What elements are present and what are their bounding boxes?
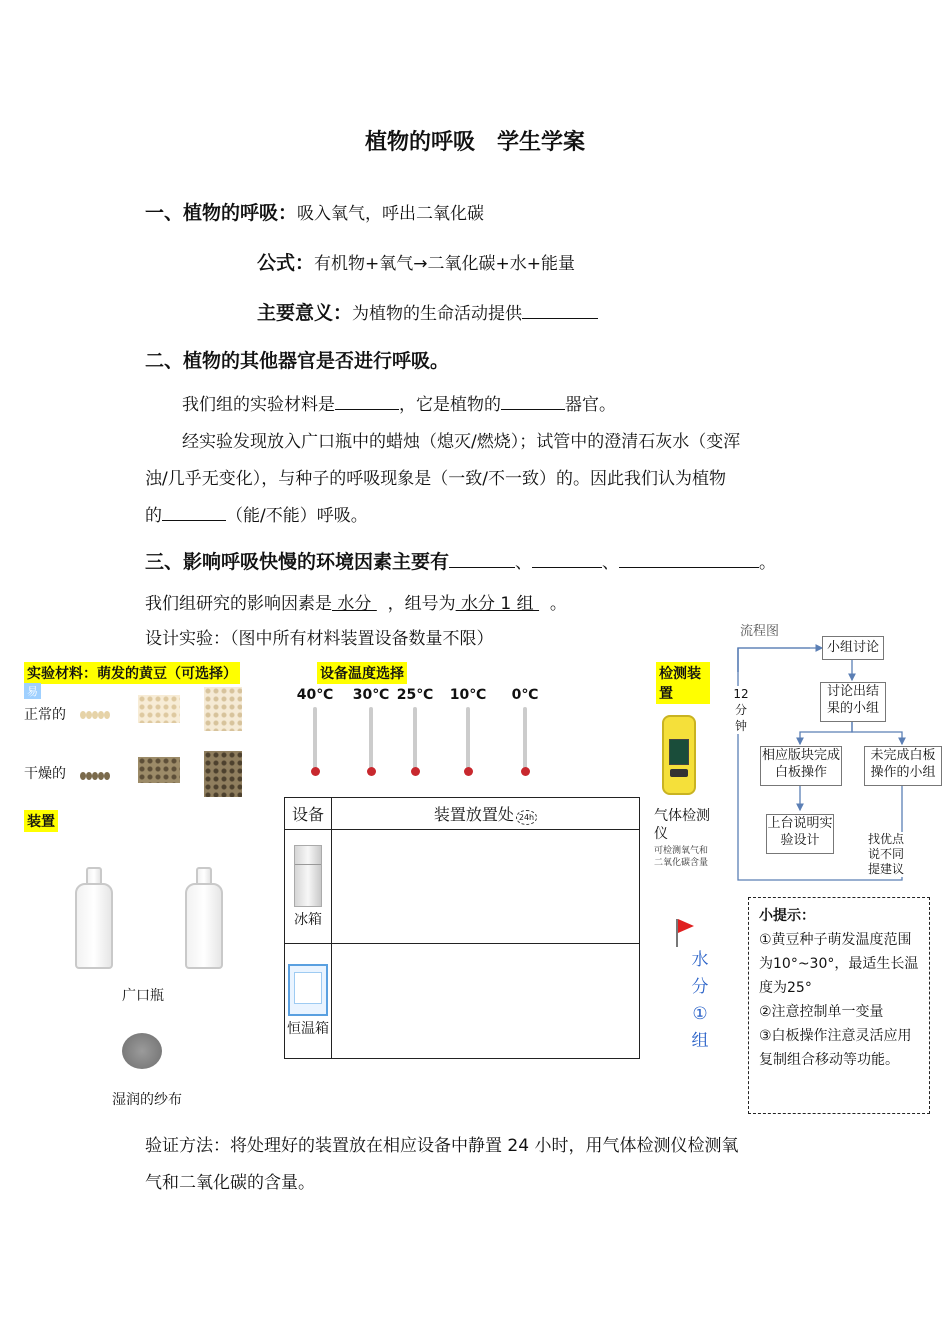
normal-beans-large[interactable] bbox=[204, 687, 242, 731]
normal-beans-small[interactable] bbox=[80, 704, 110, 723]
easy-tag: 易 bbox=[24, 683, 41, 699]
flow-undone: 未完成白板操作的小组 bbox=[864, 746, 942, 786]
section-2-line-4 bbox=[145, 498, 368, 534]
material-text-c: 器官。 bbox=[565, 395, 616, 415]
gauze-label: 湿润的纱布 bbox=[112, 1092, 182, 1108]
can-text-a: 的 bbox=[145, 506, 162, 526]
meaning-blank[interactable] bbox=[522, 300, 598, 319]
meaning-label: 主要意义： bbox=[257, 302, 353, 324]
fridge-drop-zone[interactable] bbox=[332, 830, 640, 944]
organ-blank[interactable] bbox=[501, 391, 565, 410]
temp-value-10: 10℃ bbox=[449, 687, 487, 703]
section-1-heading-line bbox=[145, 196, 484, 232]
flow-discuss: 小组讨论 bbox=[822, 636, 884, 660]
design-line: 设计实验：（图中所有材料装置设备数量不限） bbox=[145, 629, 494, 649]
dry-label: 干燥的 bbox=[24, 766, 66, 782]
placement-table bbox=[284, 797, 640, 1059]
formula-line bbox=[257, 246, 575, 282]
flow-feedback: 找优点说不同提建议 bbox=[867, 832, 904, 876]
factor-blank-1[interactable] bbox=[449, 549, 515, 568]
thermo-0[interactable] bbox=[496, 687, 554, 776]
section-3-heading-line bbox=[145, 545, 776, 581]
clock-text: 24h bbox=[518, 813, 535, 822]
group-text-a: 我们组研究的影响因素是 bbox=[145, 594, 332, 614]
temp-value-30: 30℃ bbox=[352, 687, 390, 703]
flow-chart bbox=[730, 614, 945, 884]
thermo-10[interactable] bbox=[439, 687, 497, 776]
fridge-label: 冰箱 bbox=[294, 911, 322, 928]
flow-time-2: 分 bbox=[734, 703, 747, 717]
incubator-drop-zone[interactable] bbox=[332, 944, 640, 1059]
temp-label: 设备温度选择 bbox=[317, 662, 407, 684]
incubator-label: 恒温箱 bbox=[287, 1021, 329, 1037]
flag-char-3: ① bbox=[692, 1004, 708, 1024]
thermo-25[interactable] bbox=[386, 687, 444, 776]
meaning-line bbox=[257, 296, 598, 332]
detect-label: 检测装置 bbox=[656, 662, 710, 704]
factor-blank-3[interactable] bbox=[619, 549, 759, 568]
page-title: 植物的呼吸 学生学案 bbox=[364, 130, 585, 155]
materials-label: 实验材料：萌发的黄豆（可选择） bbox=[24, 662, 240, 684]
experiment-panel bbox=[24, 657, 710, 1119]
formula-text: 有机物+氧气→二氧化碳+水+能量 bbox=[314, 254, 575, 274]
sep-2: 、 bbox=[602, 553, 620, 573]
end-mark: 。 bbox=[759, 553, 777, 573]
section-2-line-1 bbox=[182, 387, 616, 423]
flow-time bbox=[732, 686, 750, 734]
section-2-line-3: 浊/几乎无变化），与种子的呼吸现象是（一致/不一致）的。因此我们认为植物 bbox=[145, 469, 726, 489]
verify-line-1: 验证方法：将处理好的装置放在相应设备中静置 24 小时，用气体检测仪检测氧 bbox=[145, 1136, 739, 1156]
tip-item-2: ②注意控制单一变量 bbox=[759, 1004, 884, 1020]
flow-time-1: 12 bbox=[733, 687, 749, 701]
flow-present: 上台说明实验设计 bbox=[766, 814, 834, 854]
normal-beans-medium[interactable] bbox=[138, 695, 180, 723]
section-1-heading: 一、植物的呼吸： bbox=[145, 202, 298, 224]
gas-detector-note: 可检测氧气和二氧化碳含量 bbox=[654, 846, 709, 868]
group-text-c: 。 bbox=[549, 594, 567, 614]
temp-value-0: 0℃ bbox=[511, 687, 539, 703]
factor-blank-2[interactable] bbox=[532, 549, 602, 568]
meaning-text: 为植物的生命活动提供 bbox=[352, 304, 523, 324]
can-blank[interactable] bbox=[162, 502, 226, 521]
flow-done: 相应版块完成白板操作 bbox=[760, 746, 842, 786]
material-text-b: ，它是植物的 bbox=[399, 395, 501, 415]
flag-char-1: 水 bbox=[691, 950, 709, 970]
flow-conclude: 讨论出结果的小组 bbox=[820, 682, 886, 722]
group-text-b: ，组号为 bbox=[387, 594, 456, 614]
table-head-place bbox=[332, 798, 640, 830]
factor-value: 水分 bbox=[332, 594, 377, 614]
table-head-device: 设备 bbox=[285, 798, 332, 830]
dry-beans-small[interactable] bbox=[80, 765, 110, 784]
incubator-icon[interactable] bbox=[288, 964, 328, 1016]
flag-char-2: 分 bbox=[691, 977, 709, 997]
incubator-cell bbox=[285, 944, 332, 1059]
tips-title: 小提示： bbox=[759, 908, 815, 924]
gas-detector-device[interactable] bbox=[662, 715, 696, 795]
material-text-a: 我们组的实验材料是 bbox=[182, 395, 335, 415]
dry-beans-large[interactable] bbox=[204, 751, 242, 797]
flow-title: 流程图 bbox=[740, 624, 780, 639]
table-head-place-text: 装置放置处 bbox=[433, 805, 514, 824]
tips-box bbox=[748, 897, 930, 1114]
section-2-heading: 二、植物的其他器官是否进行呼吸。 bbox=[145, 350, 450, 372]
verify-line-2: 气和二氧化碳的含量。 bbox=[145, 1173, 315, 1193]
group-number: 水分 1 组 bbox=[455, 594, 540, 614]
device-label: 装置 bbox=[24, 810, 58, 832]
flag-char-4: 组 bbox=[691, 1031, 709, 1051]
jar-label: 广口瓶 bbox=[122, 988, 164, 1004]
thermo-40[interactable] bbox=[286, 687, 344, 776]
formula-label: 公式： bbox=[257, 252, 315, 274]
temp-value-40: 40℃ bbox=[296, 687, 334, 703]
flag-label bbox=[688, 947, 712, 1055]
wet-gauze[interactable] bbox=[122, 1033, 162, 1069]
fridge-icon[interactable] bbox=[294, 845, 322, 907]
sep-1: 、 bbox=[515, 553, 533, 573]
normal-label: 正常的 bbox=[24, 707, 66, 723]
material-blank[interactable] bbox=[335, 391, 399, 410]
gas-detector-label: 气体检测仪 bbox=[654, 808, 710, 842]
section-2-line-2: 经实验发现放入广口瓶中的蜡烛（熄灭/燃烧）；试管中的澄清石灰水（变浑 bbox=[182, 432, 741, 452]
can-text-b: （能/不能）呼吸。 bbox=[226, 506, 368, 526]
group-line bbox=[145, 586, 567, 622]
fridge-cell bbox=[285, 830, 332, 944]
tip-item-1: ①黄豆种子萌发温度范围为10°~30°，最适生长温度为25° bbox=[759, 932, 919, 996]
section-1-text: 吸入氧气，呼出二氧化碳 bbox=[297, 204, 485, 224]
flow-time-3: 钟 bbox=[734, 719, 747, 733]
clock-24h-icon bbox=[516, 810, 537, 825]
tip-item-3: ③白板操作注意灵活应用复制组合移动等功能。 bbox=[759, 1028, 912, 1068]
dry-beans-medium[interactable] bbox=[138, 757, 180, 783]
temp-value-25: 25℃ bbox=[396, 687, 434, 703]
section-3-heading: 三、影响呼吸快慢的环境因素主要有 bbox=[145, 551, 450, 573]
